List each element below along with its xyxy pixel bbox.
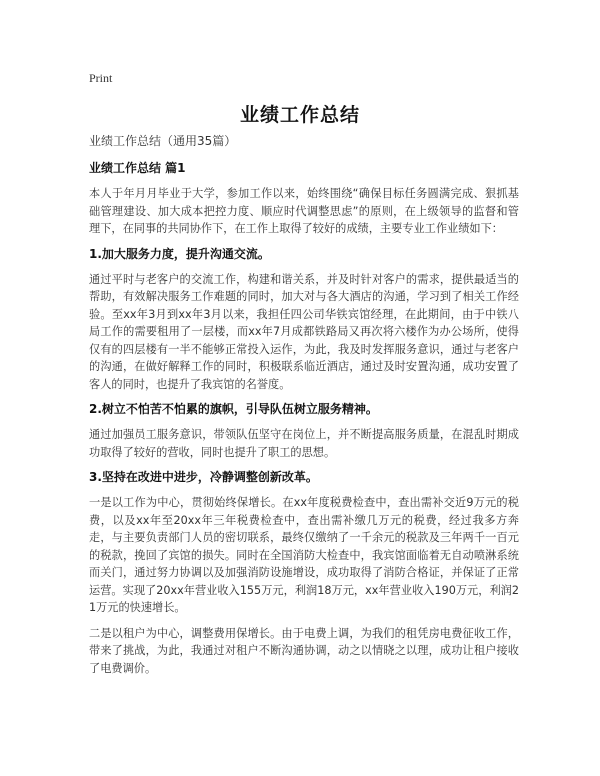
intro-paragraph: 本人于年月月毕业于大学，参加工作以来，始终围绕“确保目标任务圆满完成、狠抓基础管理建设、加大成本把控力度、顺应时代调整思虑”的原则，在上级领导的监督和管理下，在同事的共同协作下，在工作上取得了较好的成绩，主要专业工作业绩如下： <box>89 187 519 235</box>
paragraph-4: 二是以租户为中心，调整费用保增长。由于电费上调，为我们的租凭房电费征收工作，带来了挑战，为此，我通过对租户不断沟通协调，动之以情晓之以理，成功让租户接收了电费调价。 <box>89 626 519 675</box>
heading-2: 2.树立不怕苦不怕累的旗帜，引导队伍树立服务精神。 <box>89 402 378 416</box>
document-body <box>89 133 519 685</box>
paragraph-2: 通过加强员工服务意识，带领队伍坚守在岗位上，并不断提高服务质量，在混乱时期成功取得了较好的营收，同时也提升了职工的思想。 <box>89 428 519 459</box>
document-subtitle: 业绩工作总结（通用35篇） <box>89 134 237 148</box>
print-label: Print <box>89 71 113 85</box>
heading-1: 1.加大服务力度，提升沟通交流。 <box>89 246 270 261</box>
paragraph-3: 一是以工作为中心，贯彻始终保增长。在xx年度税费检查中，查出需补交近9万元的税费，以及xx年至20xx年三年税费检查中，查出需补缴几万元的税费，经过我多方奔走，与主要负责部门人员的密切联系，最终仅缴纳了一千余元的税款及三年两千一百元的税款，挽回了宾馆的损失。同时在全国消防大检查中，我宾馆面临着无自动喷淋系统而关门，通过努力协调以及加强消防设施增设，成功取得了消防合格证，并保证了正常运营。实现了20xx年营业收入155万元，利润18万元，xx年营业收入190万元，利润21万元的快速增长。 <box>89 496 519 614</box>
paragraph-1: 通过平时与老客户的交流工作，构建和谐关系，并及时针对客户的需求，提供最适当的帮助，有效解决服务工作难题的同时，加大对与各大酒店的沟通，学习到了相关工作经验。至xx年3月到xx年3月以来，我担任四公司华铁宾馆经理，在此期间，由于中铁八局工作的需要租用了一层楼，而xx年7月成都铁路局又再次将六楼作为办公场所，使得仅有的四层楼有一半不能够正常投入运作，为此，我及时发挥服务意识，通过与老客户的沟通，在做好解释工作的同时，积极联系临近酒店，通过及时安置沟通，成功安置了客人的同时，也提升了我宾馆的名誉度。 <box>89 272 519 391</box>
document-title: 业绩工作总结 <box>239 104 360 126</box>
heading-3: 3.坚持在改进中进步，冷静调整创新改革。 <box>89 470 318 484</box>
section-title: 业绩工作总结 篇1 <box>89 161 186 175</box>
